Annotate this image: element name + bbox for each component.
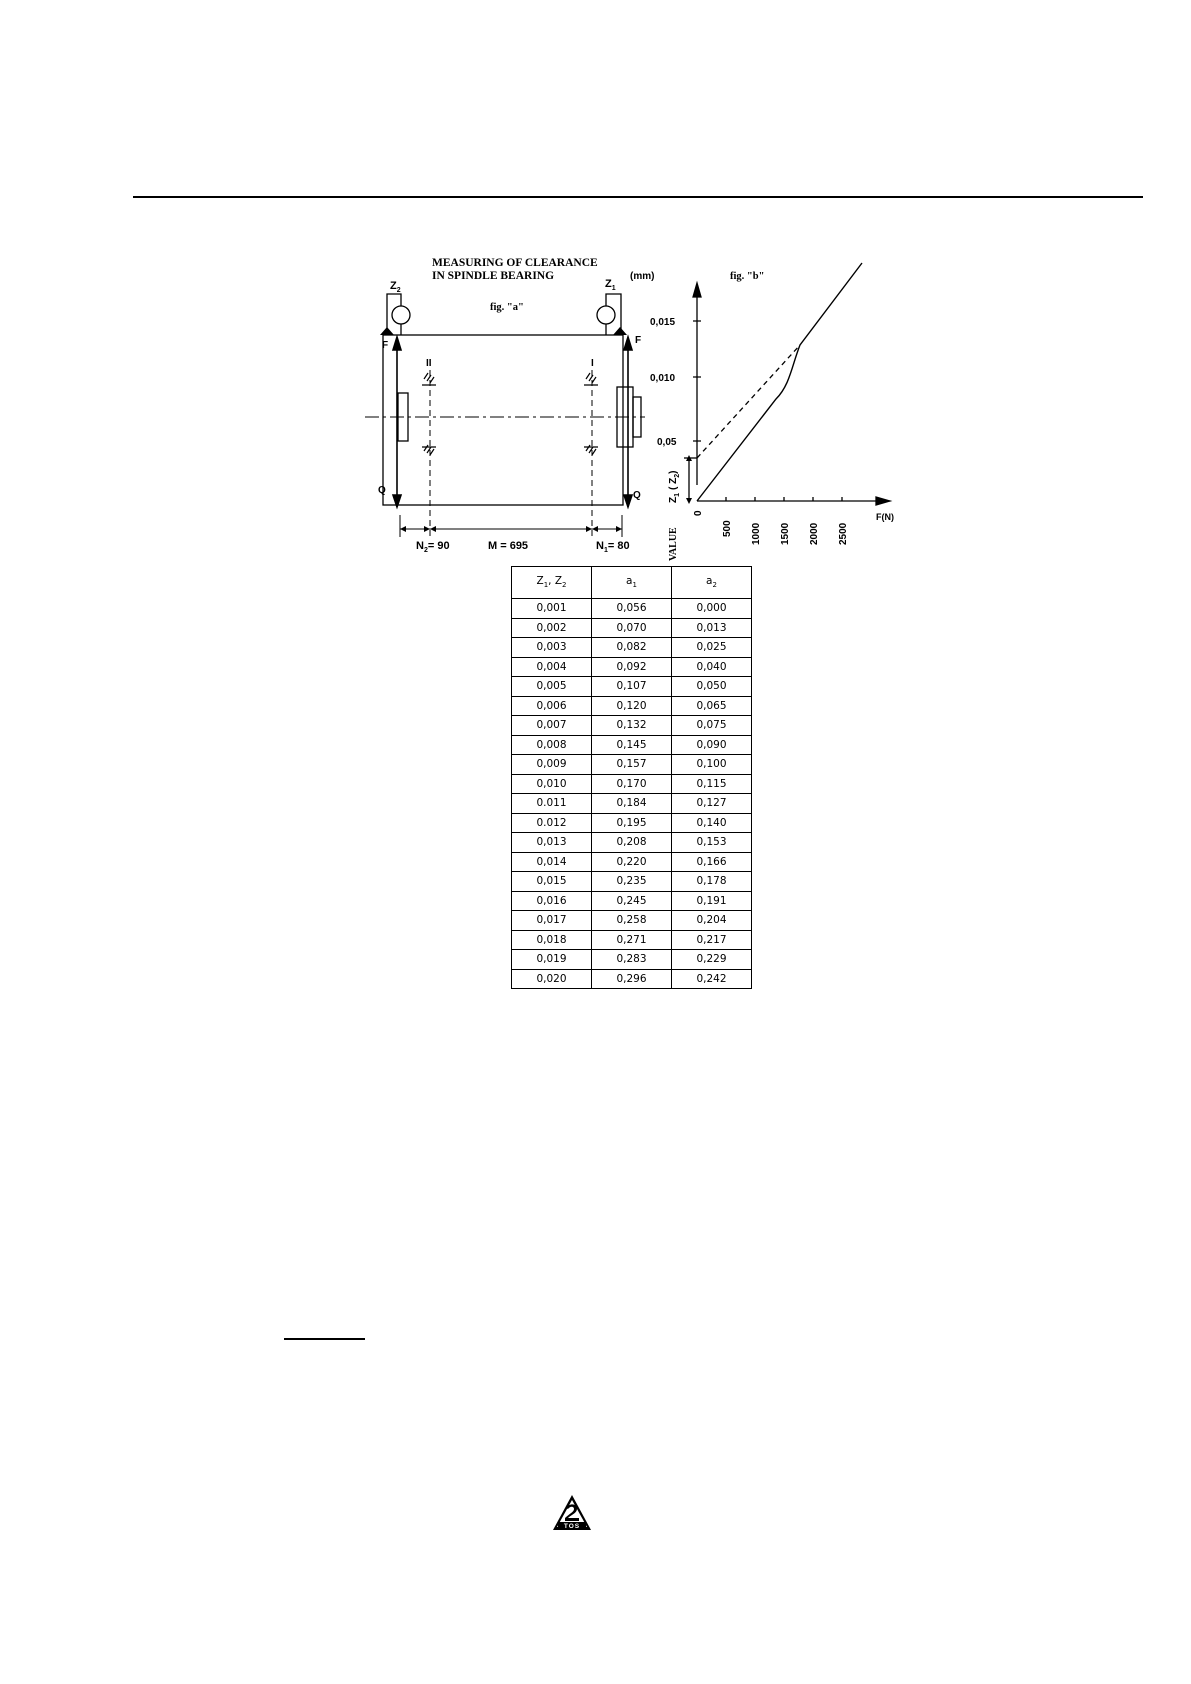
header-a1: $a_1$: [592, 567, 672, 599]
y-unit-label: (mm): [630, 271, 655, 282]
cell-z: 0,007: [512, 716, 592, 736]
cell-z: 0,008: [512, 735, 592, 755]
fig-b-clearance-graph: [630, 265, 910, 565]
cell-a1: 0,120: [592, 696, 672, 716]
cell-a1: 0,271: [592, 930, 672, 950]
y-tick-005: 0,05: [657, 437, 677, 448]
table-row: [512, 813, 752, 833]
footnote-rule: [284, 1338, 365, 1340]
cell-a2: 0,100: [672, 755, 752, 775]
cell-z: 0.012: [512, 813, 592, 833]
table-row: [512, 950, 752, 970]
dim-n2-label: $N_2= 90$: [416, 540, 450, 554]
cell-a1: 0,157: [592, 755, 672, 775]
cell-z: 0,006: [512, 696, 592, 716]
y-tick-0015: 0,015: [650, 317, 676, 328]
fig-a-spindle-drawing: [360, 275, 645, 565]
table-row: [512, 774, 752, 794]
cell-z: 0,018: [512, 930, 592, 950]
cell-a2: 0,178: [672, 872, 752, 892]
cell-a2: 0,050: [672, 677, 752, 697]
cell-a1: 0,220: [592, 852, 672, 872]
cell-a1: 0,296: [592, 969, 672, 989]
cell-a1: 0,170: [592, 774, 672, 794]
cell-a1: 0,208: [592, 833, 672, 853]
dim-n1-label: $N_1= 80$: [596, 540, 630, 554]
cell-z: 0.011: [512, 794, 592, 814]
cell-a1: 0,258: [592, 911, 672, 931]
cell-a2: 0,013: [672, 618, 752, 638]
table-row: [512, 618, 752, 638]
cell-z: 0,017: [512, 911, 592, 931]
table-row: [512, 794, 752, 814]
gauge-z2-arm: [387, 294, 401, 335]
value-label: VALUE: [668, 527, 679, 561]
cell-z: 0,001: [512, 599, 592, 619]
table-row: [512, 930, 752, 950]
cell-z: 0,014: [512, 852, 592, 872]
x-axis-label: F(N): [876, 512, 894, 522]
x-tick-500: 500: [722, 520, 733, 537]
cell-a2: 0,166: [672, 852, 752, 872]
force-right-label: F: [635, 335, 642, 346]
table-row: [512, 696, 752, 716]
x-tick-2500: 2500: [838, 522, 849, 545]
dim-m-label: M = 695: [488, 540, 529, 552]
bearing-i-label: I: [591, 358, 594, 369]
cell-a2: 0,229: [672, 950, 752, 970]
clearance-table: [511, 566, 752, 989]
load-arrow-down-right-icon: [624, 495, 632, 507]
extrapolation-line: [697, 345, 800, 458]
load-left-label: Q: [378, 485, 386, 496]
cell-a2: 0,090: [672, 735, 752, 755]
header-rule: [133, 196, 1143, 198]
table-row: [512, 969, 752, 989]
cell-z: 0,005: [512, 677, 592, 697]
cell-a1: 0,195: [592, 813, 672, 833]
cell-a2: 0,217: [672, 930, 752, 950]
tos-logo-text: TOS: [563, 1523, 581, 1530]
cell-a1: 0,056: [592, 599, 672, 619]
cell-a2: 0,115: [672, 774, 752, 794]
fig-a-label: fig. "a": [490, 302, 524, 313]
cell-a2: 0,153: [672, 833, 752, 853]
z2-label: $Z_2$: [390, 280, 401, 294]
x-tick-2000: 2000: [809, 522, 820, 545]
cell-a1: 0,082: [592, 638, 672, 658]
table-header-row: [512, 567, 752, 599]
table-row: [512, 657, 752, 677]
load-right-label: Q: [633, 490, 641, 501]
x-tick-1000: 1000: [751, 522, 762, 545]
cell-z: 0,019: [512, 950, 592, 970]
spindle-housing: [383, 335, 623, 505]
z1-label: $Z_1$: [605, 278, 616, 292]
table-row: [512, 735, 752, 755]
dial-gauge-z2-icon: [392, 306, 410, 324]
cell-a2: 0,191: [672, 891, 752, 911]
cell-z: 0,020: [512, 969, 592, 989]
cell-a1: 0,235: [592, 872, 672, 892]
cell-a1: 0,245: [592, 891, 672, 911]
table-row: [512, 872, 752, 892]
cell-a1: 0,132: [592, 716, 672, 736]
cell-a2: 0,242: [672, 969, 752, 989]
header-a2: $a_2$: [672, 567, 752, 599]
cell-a1: 0,070: [592, 618, 672, 638]
cell-z: 0,009: [512, 755, 592, 775]
table-row: [512, 599, 752, 619]
table-row: [512, 891, 752, 911]
cell-a2: 0,204: [672, 911, 752, 931]
clearance-curve: [697, 263, 862, 501]
cell-a2: 0,065: [672, 696, 752, 716]
header-z1-z2: $Z_1$, $Z_2$: [512, 567, 592, 599]
force-arrow-up-right-icon: [624, 337, 632, 350]
cell-a2: 0,075: [672, 716, 752, 736]
table-row: [512, 638, 752, 658]
cell-z: 0,010: [512, 774, 592, 794]
cell-z: 0,013: [512, 833, 592, 853]
fig-b-label: fig. "b": [730, 271, 765, 282]
table-row: [512, 716, 752, 736]
figure-title-line-2: IN SPINDLE BEARING: [432, 270, 555, 282]
table-row: [512, 852, 752, 872]
table-row: [512, 677, 752, 697]
table-body: [512, 599, 752, 989]
figure-title-line-1: MEASURING OF CLEARANCE: [432, 257, 598, 269]
cell-z: 0,015: [512, 872, 592, 892]
cell-z: 0,016: [512, 891, 592, 911]
table-row: [512, 833, 752, 853]
x-tick-0: 0: [693, 510, 704, 516]
dial-gauge-z1-icon: [597, 306, 615, 324]
cell-z: 0,003: [512, 638, 592, 658]
cell-a2: 0,000: [672, 599, 752, 619]
cell-a1: 0,107: [592, 677, 672, 697]
y-axis-arrow-icon: [693, 283, 701, 297]
cell-z: 0,004: [512, 657, 592, 677]
cell-a1: 0,283: [592, 950, 672, 970]
force-left-label: F: [382, 340, 389, 351]
cell-a2: 0,040: [672, 657, 752, 677]
bearing-hatch-marks: [422, 373, 598, 455]
force-arrow-up-left-icon: [393, 337, 401, 350]
bearing-ii-label: II: [426, 358, 432, 369]
y-axis-z-label: $Z_1$( $Z_2$): [668, 470, 681, 503]
table-row: [512, 911, 752, 931]
cell-a1: 0,092: [592, 657, 672, 677]
x-axis-arrow-icon: [876, 497, 890, 505]
cell-a1: 0,145: [592, 735, 672, 755]
y-tick-0010: 0,010: [650, 373, 676, 384]
cell-a2: 0,140: [672, 813, 752, 833]
cell-a2: 0,025: [672, 638, 752, 658]
tos-logo-icon: [552, 1494, 592, 1532]
x-tick-1500: 1500: [780, 522, 791, 545]
cell-a2: 0,127: [672, 794, 752, 814]
table-row: [512, 755, 752, 775]
cell-a1: 0,184: [592, 794, 672, 814]
cell-z: 0,002: [512, 618, 592, 638]
